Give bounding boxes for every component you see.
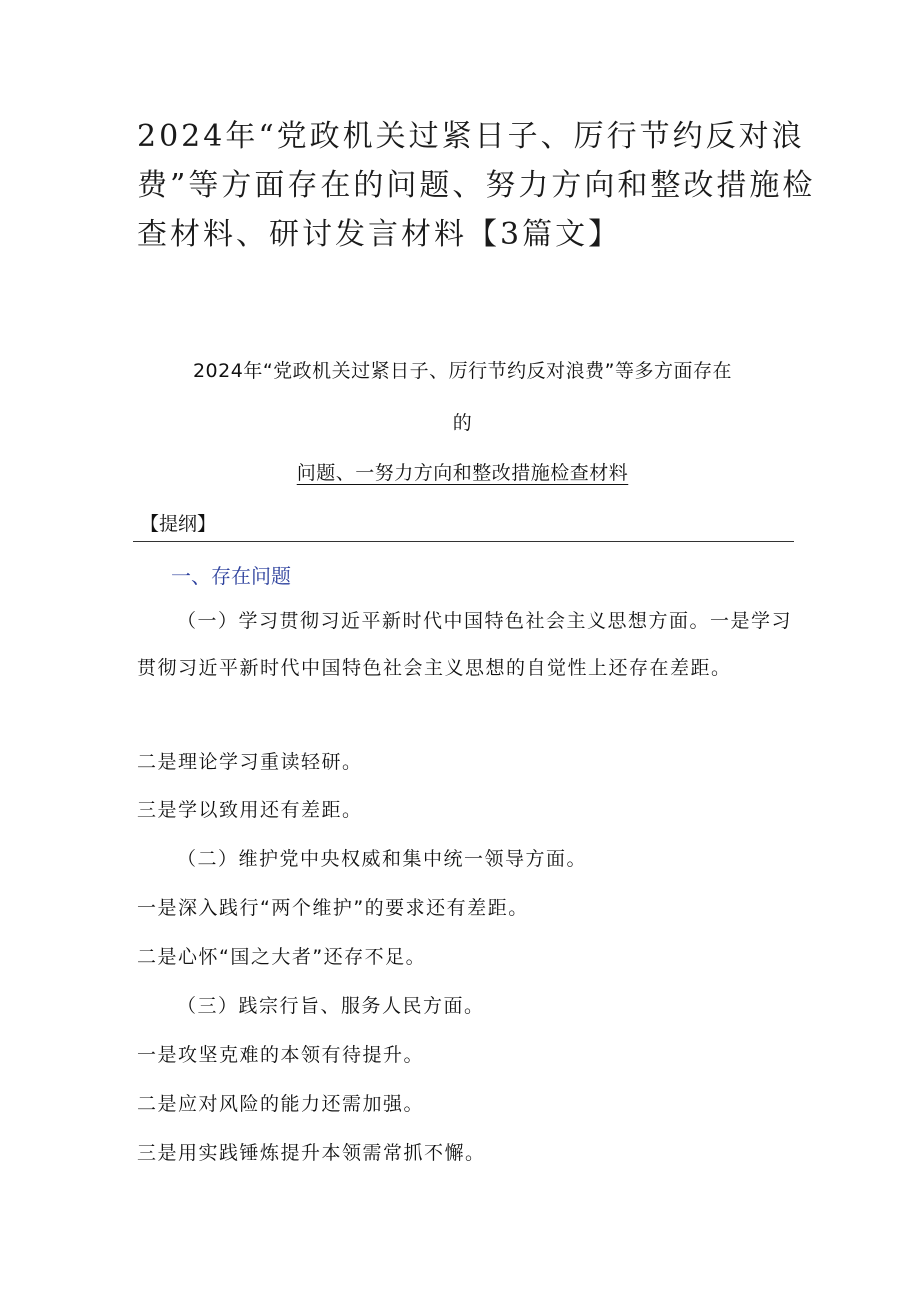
document-title: 2024年“党政机关过紧日子、厉行节约反对浪费”等方面存在的问题、努力方向和整改措施检查材料、研讨发言材料【3篇文】 — [137, 119, 816, 252]
subsection-heading: （三）践宗行旨、服务人民方面。 — [177, 995, 485, 1017]
paragraph-item: 二是心怀“国之大者”还存不足。 — [137, 946, 427, 968]
horizontal-divider — [133, 541, 794, 542]
paragraph-item: 三是用实践锤炼提升本领需常抓不懈。 — [137, 1142, 486, 1164]
subtitle-line-2: 的 — [452, 412, 473, 434]
paragraph-item: 一是深入践行“两个维护”的要求还有差距。 — [137, 897, 529, 919]
paragraph-item: 三是学以致用还有差距。 — [137, 799, 363, 821]
section-heading-problems: 一、存在问题 — [171, 564, 291, 588]
paragraph-item: 二是应对风险的能力还需加强。 — [137, 1093, 425, 1115]
paragraph-item: 二是理论学习重读轻研。 — [137, 751, 363, 773]
subtitle-line-3: 问题、一努力方向和整改措施检查材料 — [296, 462, 629, 484]
subtitle-line-1: 2024年“党政机关过紧日子、厉行节约反对浪费”等多方面存在 — [192, 360, 733, 382]
outline-label: 【提纲】 — [140, 513, 217, 535]
paragraph-theory-study: （一）学习贯彻习近平新时代中国特色社会主义思想方面。一是学习贯彻习近平新时代中国特色社会主义思想的自觉性上还存在差距。 — [137, 610, 793, 679]
subsection-heading: （二）维护党中央权威和集中统一领导方面。 — [177, 848, 588, 870]
paragraph-item: 一是攻坚克难的本领有待提升。 — [137, 1044, 425, 1066]
